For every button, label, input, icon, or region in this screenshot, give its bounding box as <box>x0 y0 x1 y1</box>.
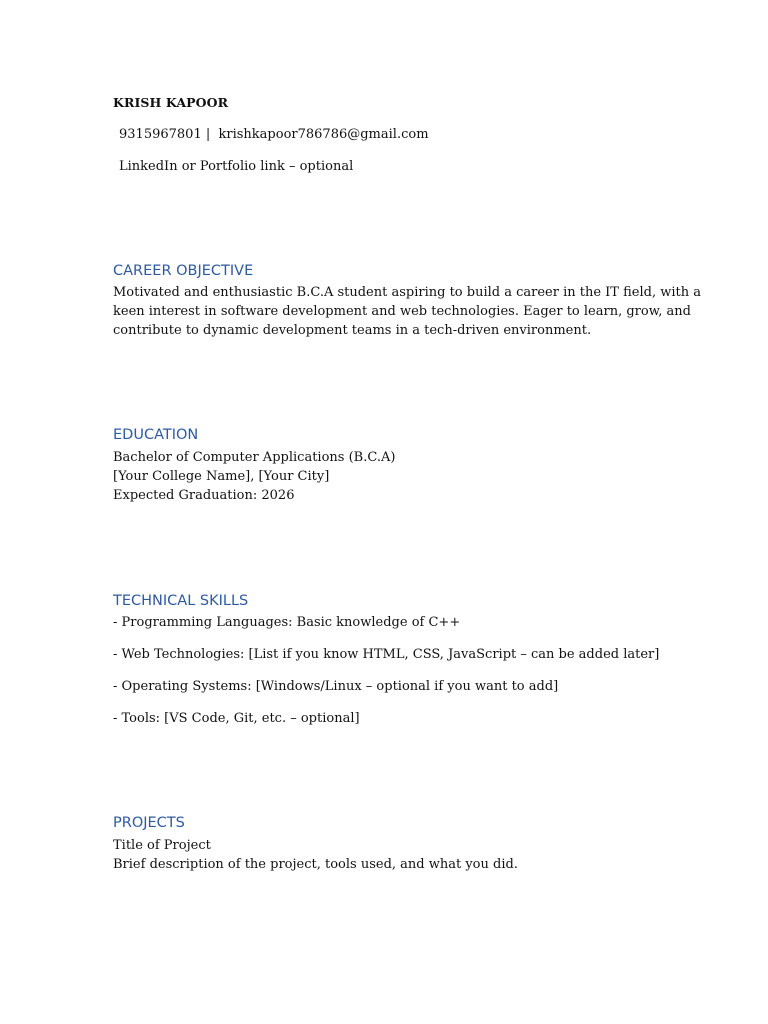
career-objective-line: contribute to dynamic development teams in a tech-driven environment. <box>113 323 592 338</box>
project-title: Title of Project <box>113 838 211 853</box>
linkedin-portfolio-line: LinkedIn or Portfolio link – optional <box>119 159 354 174</box>
career-objective-heading: CAREER OBJECTIVE <box>113 263 254 279</box>
projects-text <box>113 836 653 874</box>
career-objective-line: keen interest in software development and web technologies. Eager to learn, grow, and <box>113 304 691 319</box>
education-line: [Your College Name], [Your City] <box>113 469 330 484</box>
education-line: Bachelor of Computer Applications (B.C.A) <box>113 450 396 465</box>
skill-item: - Programming Languages: Basic knowledge of C++ <box>113 615 461 630</box>
phone-number: 9315967801 | <box>119 127 211 142</box>
email-address: krishkapoor786786@gmail.com <box>218 127 429 142</box>
skill-item: - Tools: [VS Code, Git, etc. – optional] <box>113 711 360 726</box>
career-objective-text <box>113 283 701 340</box>
education-text <box>113 448 653 505</box>
skill-item: - Operating Systems: [Windows/Linux – optional if you want to add] <box>113 679 559 694</box>
education-line: Expected Graduation: 2026 <box>113 488 295 503</box>
candidate-name: KRISH KAPOOR <box>113 95 229 110</box>
technical-skills-heading: TECHNICAL SKILLS <box>113 593 249 609</box>
project-description: Brief description of the project, tools used, and what you did. <box>113 857 518 872</box>
career-objective-line: Motivated and enthusiastic B.C.A student aspiring to build a career in the IT field, with a <box>113 285 701 300</box>
skill-item: - Web Technologies: [List if you know HTML, CSS, JavaScript – can be added later] <box>113 647 660 662</box>
contact-line <box>119 125 429 144</box>
projects-heading: PROJECTS <box>113 815 185 831</box>
education-heading: EDUCATION <box>113 427 199 443</box>
